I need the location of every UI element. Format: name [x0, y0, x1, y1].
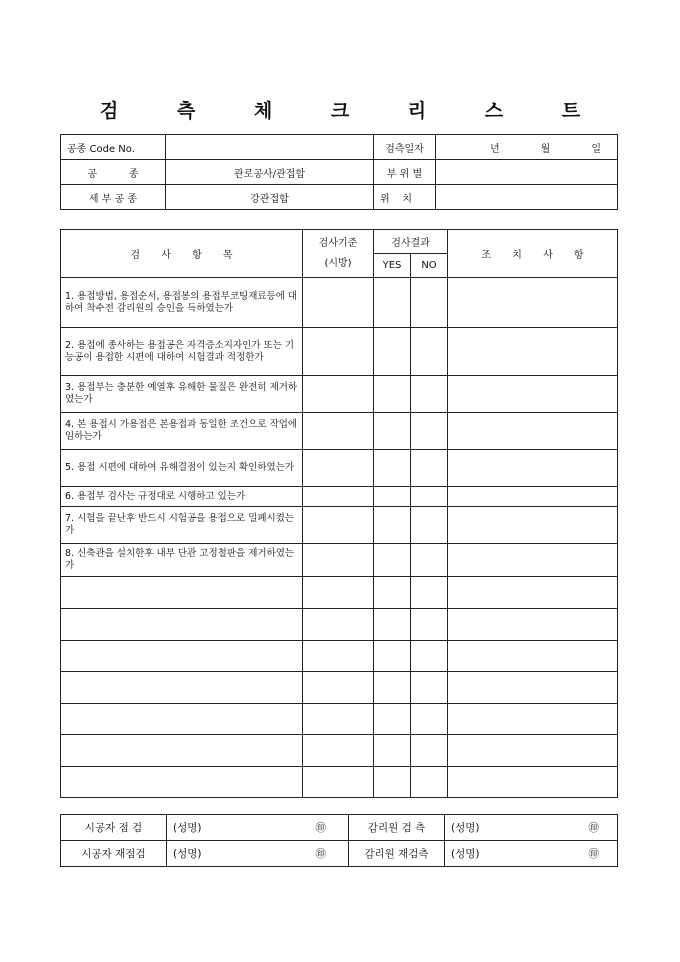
- no-cell: [411, 376, 448, 413]
- supervisor-reinspect-sign: [445, 841, 618, 867]
- item-text: [61, 735, 303, 767]
- contractor-recheck-sign: [167, 841, 349, 867]
- info-table: [60, 134, 618, 210]
- inspection-date-field: [436, 135, 618, 160]
- table-row: [61, 450, 618, 487]
- signature-table: [60, 814, 618, 867]
- standard-cell: [303, 328, 374, 376]
- table-row: [61, 507, 618, 544]
- no-cell: [411, 609, 448, 641]
- table-row: [61, 735, 618, 767]
- standard-cell: [303, 507, 374, 544]
- yes-cell: [374, 767, 411, 798]
- supervisor-inspect-label: 감리원 검 측: [349, 815, 445, 841]
- yes-cell: [374, 609, 411, 641]
- code-value: [166, 135, 374, 160]
- seal-icon: ㊞: [588, 848, 599, 860]
- yes-cell: [374, 577, 411, 609]
- item-text: 7. 시험을 끝난후 반드시 시험공을 용접으로 밀폐시켰는가: [61, 507, 303, 544]
- contractor-check-sign: [167, 815, 349, 841]
- item-text: [61, 767, 303, 798]
- no-cell: [411, 735, 448, 767]
- action-cell: [448, 735, 618, 767]
- yes-cell: [374, 413, 411, 450]
- info-row-detail: [61, 185, 618, 210]
- header-result: 검사결과: [374, 230, 448, 254]
- table-row: [61, 767, 618, 798]
- table-row: [61, 544, 618, 577]
- action-cell: [448, 767, 618, 798]
- table-row: [61, 487, 618, 507]
- standard-cell: [303, 704, 374, 735]
- info-row-code: [61, 135, 618, 160]
- date-year: 년: [490, 143, 500, 155]
- yes-cell: [374, 376, 411, 413]
- no-cell: [411, 487, 448, 507]
- no-cell: [411, 577, 448, 609]
- table-row: [61, 328, 618, 376]
- page-title: 검 측 체 크 리 스 트: [99, 100, 607, 122]
- checklist-header-row: [61, 230, 618, 254]
- action-cell: [448, 672, 618, 704]
- no-cell: [411, 450, 448, 487]
- part-label: 부 위 별: [374, 160, 436, 185]
- no-cell: [411, 767, 448, 798]
- action-cell: [448, 328, 618, 376]
- supervisor-reinspect-label: 감리원 재검측: [349, 841, 445, 867]
- item-text: 5. 용접 시편에 대하여 유해결점이 있는지 확인하였는가: [61, 450, 303, 487]
- header-item: 검 사 항 목: [61, 230, 303, 278]
- standard-cell: [303, 767, 374, 798]
- item-text: 2. 용접에 종사하는 용접공은 자격증소지자인가 또는 기능공이 용접한 시편에 대하여 시험결과 적정한가: [61, 328, 303, 376]
- standard-cell: [303, 735, 374, 767]
- action-cell: [448, 376, 618, 413]
- item-text: [61, 641, 303, 672]
- checklist-body: [61, 278, 618, 798]
- checklist-table: [60, 229, 618, 798]
- standard-cell: [303, 450, 374, 487]
- supervisor-inspect-sign: [445, 815, 618, 841]
- standard-cell: [303, 641, 374, 672]
- standard-cell: [303, 544, 374, 577]
- action-cell: [448, 278, 618, 328]
- item-text: 6. 용접부 검사는 규정대로 시행하고 있는가: [61, 487, 303, 507]
- work-type-value: 관로공사/관접합: [166, 160, 374, 185]
- table-row: [61, 609, 618, 641]
- contractor-recheck-label: 시공자 재점검: [61, 841, 167, 867]
- action-cell: [448, 487, 618, 507]
- no-cell: [411, 704, 448, 735]
- header-no: NO: [411, 254, 448, 278]
- date-month: 월: [540, 143, 551, 155]
- signature-row-2: [61, 841, 618, 867]
- standard-cell: [303, 487, 374, 507]
- action-cell: [448, 507, 618, 544]
- contractor-recheck-name: (성명): [173, 848, 202, 860]
- action-cell: [448, 413, 618, 450]
- action-cell: [448, 450, 618, 487]
- yes-cell: [374, 278, 411, 328]
- no-cell: [411, 278, 448, 328]
- no-cell: [411, 507, 448, 544]
- contractor-check-label: 시공자 점 검: [61, 815, 167, 841]
- table-row: [61, 376, 618, 413]
- standard-cell: [303, 376, 374, 413]
- table-row: [61, 413, 618, 450]
- action-cell: [448, 544, 618, 577]
- contractor-check-name: (성명): [173, 822, 202, 834]
- header-action: 조 치 사 항: [448, 230, 618, 278]
- action-cell: [448, 704, 618, 735]
- seal-icon: ㊞: [588, 822, 599, 834]
- item-text: 1. 용접방법, 용접순서, 용접봉의 용접부코팅재료등에 대하여 착수전 감리원의 승인을 득하였는가: [61, 278, 303, 328]
- work-type-label: 공 종: [61, 160, 166, 185]
- yes-cell: [374, 544, 411, 577]
- table-row: [61, 278, 618, 328]
- standard-cell: [303, 672, 374, 704]
- yes-cell: [374, 507, 411, 544]
- standard-cell: [303, 278, 374, 328]
- standard-cell: [303, 609, 374, 641]
- no-cell: [411, 544, 448, 577]
- part-value: [436, 160, 618, 185]
- seal-icon: ㊞: [315, 848, 326, 860]
- signature-row-1: [61, 815, 618, 841]
- info-row-work-type: [61, 160, 618, 185]
- no-cell: [411, 413, 448, 450]
- action-cell: [448, 641, 618, 672]
- standard-cell: [303, 577, 374, 609]
- no-cell: [411, 328, 448, 376]
- supervisor-reinspect-name: (성명): [451, 848, 480, 860]
- table-row: [61, 641, 618, 672]
- item-text: 4. 본 용접시 가용접은 본용접과 동일한 조건으로 작업에 임하는가: [61, 413, 303, 450]
- supervisor-inspect-name: (성명): [451, 822, 480, 834]
- no-cell: [411, 641, 448, 672]
- location-value: [436, 185, 618, 210]
- item-text: [61, 609, 303, 641]
- item-text: [61, 704, 303, 735]
- seal-icon: ㊞: [315, 822, 326, 834]
- item-text: 3. 용접부는 충분한 예열후 유해한 물질은 완전히 제거하였는가: [61, 376, 303, 413]
- table-row: [61, 672, 618, 704]
- detail-type-value: 강관접합: [166, 185, 374, 210]
- header-standard: [303, 230, 374, 278]
- yes-cell: [374, 450, 411, 487]
- table-row: [61, 704, 618, 735]
- item-text: [61, 672, 303, 704]
- header-standard-line2: (시방): [324, 257, 352, 269]
- detail-type-label: 세 부 공 종: [61, 185, 166, 210]
- date-day: 일: [591, 143, 601, 155]
- yes-cell: [374, 735, 411, 767]
- standard-cell: [303, 413, 374, 450]
- table-row: [61, 577, 618, 609]
- location-label: 위 치: [374, 185, 436, 210]
- yes-cell: [374, 328, 411, 376]
- yes-cell: [374, 704, 411, 735]
- code-label: 공종 Code No.: [61, 135, 166, 160]
- inspection-date-label: 검측일자: [374, 135, 436, 160]
- action-cell: [448, 577, 618, 609]
- yes-cell: [374, 487, 411, 507]
- item-text: 8. 신축관을 설치한후 내부 단관 고정철판을 제거하였는가: [61, 544, 303, 577]
- header-yes: YES: [374, 254, 411, 278]
- header-standard-line1: 검사기준: [318, 237, 358, 249]
- action-cell: [448, 609, 618, 641]
- item-text: [61, 577, 303, 609]
- no-cell: [411, 672, 448, 704]
- yes-cell: [374, 641, 411, 672]
- yes-cell: [374, 672, 411, 704]
